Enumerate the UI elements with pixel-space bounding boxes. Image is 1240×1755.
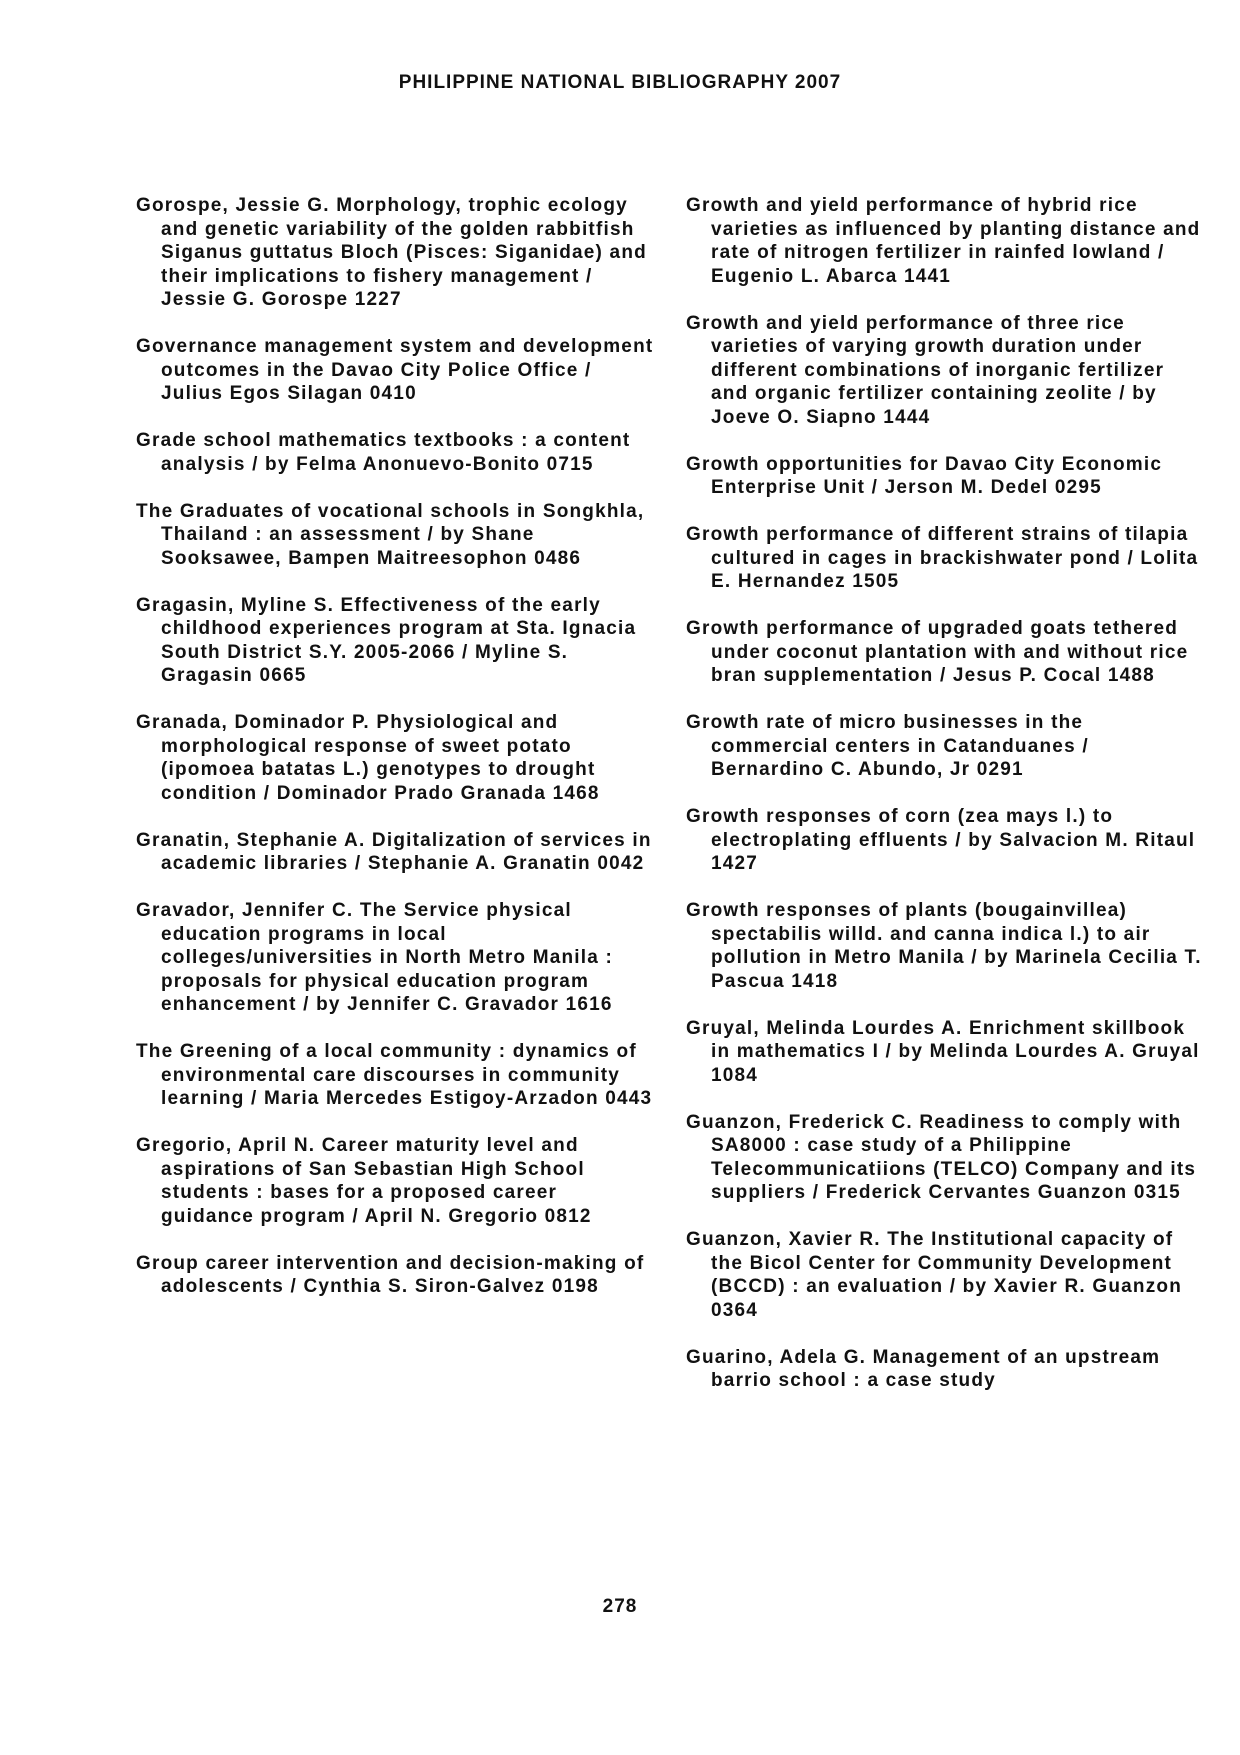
bibliography-entry: Guarino, Adela G. Management of an upstream barrio school : a case study — [686, 1346, 1161, 1391]
bibliography-entry: Guanzon, Frederick C. Readiness to comply with SA8000 : case study of a Philippine Telecommunicatiions (TELCO) Company and its suppliers / Frederick Cervantes Guanzon 0315 — [686, 1111, 1197, 1203]
bibliography-entry: The Greening of a local community : dynamics of environmental care discourses in community learning / Maria Mercedes Estigoy-Arzadon 0443 — [136, 1041, 653, 1109]
right-column — [686, 194, 1206, 1416]
bibliography-entry: Gorospe, Jessie G. Morphology, trophic ecology and genetic variability of the golden rabbitfish Siganus guttatus Bloch (Pisces: Siganidae) and their implications to fishery management / Jessie G. Gorospe 1227 — [136, 195, 647, 310]
bibliography-entry: Gruyal, Melinda Lourdes A. Enrichment skillbook in mathematics I / by Melinda Lourdes A. Gruyal 1084 — [686, 1017, 1200, 1086]
bibliography-entry: Governance management system and development outcomes in the Davao City Police Office / Julius Egos Silagan 0410 — [136, 336, 654, 404]
bibliography-entry: Growth and yield performance of hybrid rice varieties as influenced by planting distance and rate of nitrogen fertilizer in rainfed lowland / Eugenio L. Abarca 1441 — [686, 195, 1201, 287]
bibliography-entry: Growth responses of corn (zea mays l.) to electroplating effluents / by Salvacion M. Ritaul 1427 — [686, 806, 1196, 874]
bibliography-entry: Growth performance of upgraded goats tethered under coconut plantation with and without rice bran supplementation / Jesus P. Cocal 1488 — [686, 618, 1189, 686]
bibliography-entry: Growth opportunities for Davao City Economic Enterprise Unit / Jerson M. Dedel 0295 — [686, 453, 1163, 498]
bibliography-entry: Grade school mathematics textbooks : a content analysis / by Felma Anonuevo-Bonito 0715 — [136, 430, 631, 475]
bibliography-entry: Granatin, Stephanie A. Digitalization of services in academic libraries / Stephanie A. Granatin 0042 — [136, 829, 652, 874]
running-head: PHILIPPINE NATIONAL BIBLIOGRAPHY 2007 — [398, 72, 842, 93]
page-number: 278 — [602, 1596, 638, 1617]
bibliography-entry: Granada, Dominador P. Physiological and morphological response of sweet potato (ipomoea batatas L.) genotypes to drought condition / Dominador Prado Granada 1468 — [136, 712, 600, 804]
bibliography-entry: Gravador, Jennifer C. The Service physical education programs in local colleges/universities in North Metro Manila : proposals for physical education program enhancement / by Jennifer C. Gravador 1616 — [136, 900, 614, 1015]
bibliography-entry: Gragasin, Myline S. Effectiveness of the early childhood experiences program at Sta. Ignacia South District S.Y. 2005-2066 / Myline S. Gragasin 0665 — [136, 594, 637, 686]
bibliography-entry: Gregorio, April N. Career maturity level and aspirations of San Sebastian High School students : bases for a proposed career guidance program / April N. Gregorio 0812 — [136, 1135, 592, 1227]
bibliography-entry: Growth and yield performance of three rice varieties of varying growth duration under different combinations of inorganic fertilizer and organic fertilizer containing zeolite / by Joeve O. Siapno 1444 — [686, 312, 1165, 428]
bibliography-entry: Growth responses of plants (bougainvillea) spectabilis willd. and canna indica l.) to air pollution in Metro Manila / by Marinela Cecilia T. Pascua 1418 — [686, 900, 1202, 992]
bibliography-entry: The Graduates of vocational schools in Songkhla, Thailand : an assessment / by Shane Sooksawee, Bampen Maitreesophon 0486 — [136, 500, 645, 569]
bibliography-entry: Group career intervention and decision-making of adolescents / Cynthia S. Siron-Galvez 0198 — [136, 1252, 645, 1297]
bibliography-entry: Growth performance of different strains of tilapia cultured in cages in brackishwater pond / Lolita E. Hernandez 1505 — [686, 524, 1199, 592]
bibliography-entry: Growth rate of micro businesses in the commercial centers in Catanduanes / Bernardino C. Abundo, Jr 0291 — [686, 712, 1089, 780]
bibliography-entry: Guanzon, Xavier R. The Institutional capacity of the Bicol Center for Community Development (BCCD) : an evaluation / by Xavier R. Guanzon 0364 — [686, 1229, 1183, 1321]
left-column — [136, 194, 656, 1322]
